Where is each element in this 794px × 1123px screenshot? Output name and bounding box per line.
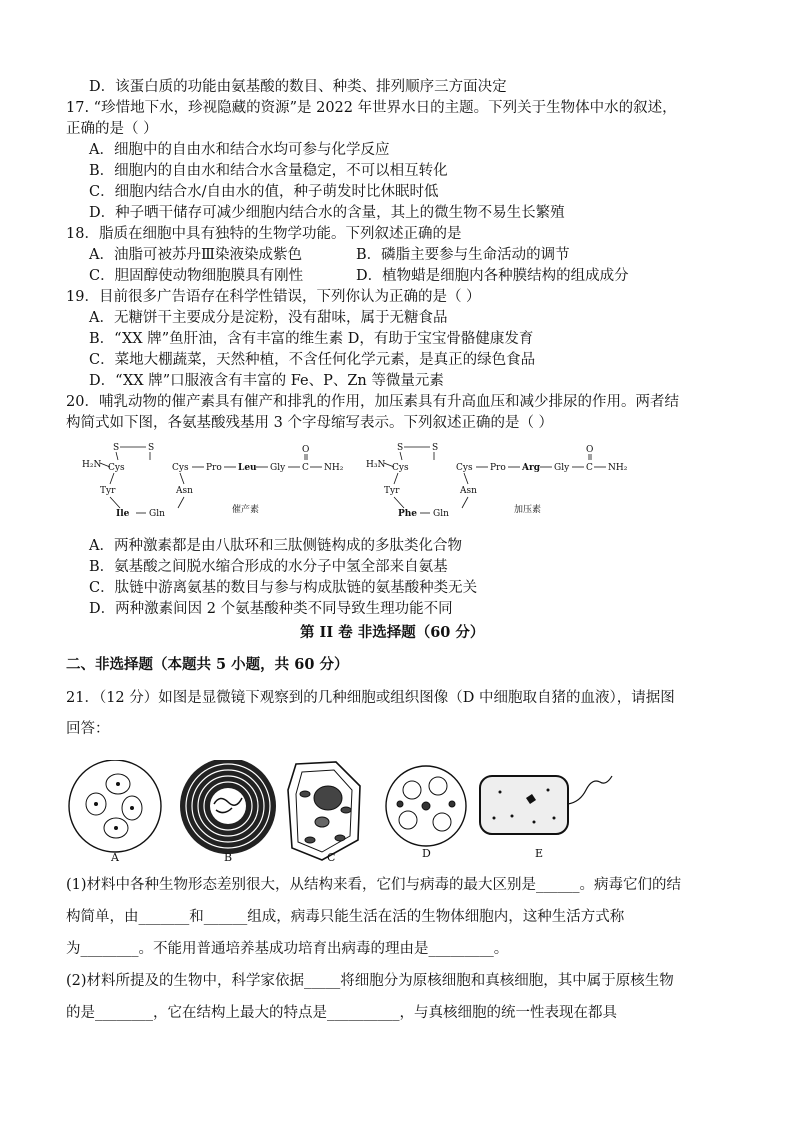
oxytocin-s1: S — [113, 443, 120, 453]
q21-part2-line2: 的是________，它在结构上最大的特点是__________，与真核细胞的统一性表现在都具 — [66, 1005, 617, 1021]
q19-option-b: B．“XX 牌”鱼肝油，含有丰富的维生素 D，有助于宝宝骨骼健康发育 — [89, 331, 534, 347]
oxytocin-s2: S — [148, 443, 155, 453]
oxytocin-c: C — [302, 463, 309, 473]
cell-label-d: D — [422, 847, 431, 860]
vasopressin-arg: Arg — [522, 463, 541, 473]
vasopressin-asn: Asn — [460, 486, 477, 496]
q17-option-a: A．细胞中的自由水和结合水均可参与化学反应 — [89, 142, 390, 158]
q21-part1-line1: (1)材料中各种生物形态差别很大，从结构来看，它们与病毒的最大区别是______。病毒它们的结 — [66, 877, 682, 893]
q20-option-b: B．氨基酸之间脱水缩合形成的水分子中氢全部来自氨基 — [89, 559, 448, 575]
cell-b-image — [180, 760, 276, 854]
q21-part2-line1: (2)材料所提及的生物中，科学家依据_____将细胞分为原核细胞和真核细胞，其中属于原核生物 — [66, 973, 674, 989]
oxytocin-structure — [82, 443, 344, 519]
q20-stem-line2: 构简式如下图，各氨基酸残基用 3 个字母缩写表示。下列叙述正确的是（ ） — [66, 415, 554, 431]
q20-option-d: D．两种激素间因 2 个氨基酸种类不同导致生理功能不同 — [89, 601, 453, 617]
oxytocin-pro: Pro — [206, 463, 222, 473]
oxytocin-gly: Gly — [270, 463, 286, 473]
cell-label-c: C — [327, 851, 336, 864]
cell-e-image — [480, 776, 612, 834]
oxytocin-ile: Ile — [116, 509, 130, 519]
oxytocin-cys1: Cys — [108, 463, 125, 473]
vasopressin-o: O — [586, 445, 594, 455]
vasopressin-cys2: Cys — [456, 463, 473, 473]
q21-part1-line2: 构简单，由_______和______组成，病毒只能生活在活的生物体细胞内，这种生活方式称 — [66, 909, 625, 925]
q21-part1-line3: 为________。不能用普通培养基成功培育出病毒的理由是_________。 — [66, 941, 509, 957]
section2-title: 第 II 卷 非选择题（60 分） — [300, 624, 485, 641]
vasopressin-structure — [366, 443, 628, 519]
oxytocin-leu: Leu — [238, 463, 257, 473]
q18-option-d: D．植物蜡是细胞内各种膜结构的组成成分 — [356, 268, 629, 284]
oxytocin-asn: Asn — [176, 486, 193, 496]
vasopressin-tyr: Tyr — [384, 486, 400, 496]
hormone-structure-figure — [80, 440, 640, 528]
q18-option-b: B．磷脂主要参与生命活动的调节 — [356, 247, 570, 263]
vasopressin-gly: Gly — [554, 463, 570, 473]
q18-option-c: C．胆固醇使动物细胞膜具有刚性 — [89, 268, 304, 284]
q20-stem-line1: 20．哺乳动物的催产素具有催产和排乳的作用，加压素具有升高血压和减少排尿的作用。两者结 — [66, 394, 679, 410]
q19-option-d: D．“XX 牌”口服液含有丰富的 Fe、P、Zn 等微量元素 — [89, 373, 444, 389]
cell-label-e: E — [535, 847, 544, 860]
q18-stem: 18．脂质在细胞中具有独特的生物学功能。下列叙述正确的是 — [66, 226, 462, 242]
q17-stem-line1: 17. “珍惜地下水，珍视隐藏的资源”是 2022 年世界水日的主题。下列关于生物体中水的叙述， — [66, 100, 677, 116]
q21-stem-line1: 21．（12 分）如图是显微镜下观察到的几种细胞或组织图像（D 中细胞取自猪的血液），请据图 — [66, 690, 675, 706]
cell-label-a: A — [111, 851, 119, 864]
oxytocin-name: 催产素 — [232, 505, 260, 515]
oxytocin-cys2: Cys — [172, 463, 189, 473]
oxytocin-nh2: NH₂ — [324, 463, 344, 473]
cell-d-image — [386, 766, 466, 846]
section2-heading: 二、非选择题（本题共 5 小题，共 60 分） — [66, 656, 349, 673]
cell-label-b: B — [224, 851, 233, 864]
oxytocin-amino-end: H₂N — [82, 460, 102, 470]
q16-option-d: D．该蛋白质的功能由氨基酸的数目、种类、排列顺序三方面决定 — [89, 79, 507, 95]
q18-option-a: A．油脂可被苏丹Ⅲ染液染成紫色 — [89, 247, 302, 263]
q19-option-c: C．菜地大棚蔬菜，天然种植，不含任何化学元素，是真正的绿色食品 — [89, 352, 536, 368]
q17-stem-line2: 正确的是（ ） — [66, 121, 158, 137]
cell-a-image — [69, 760, 161, 852]
oxytocin-o: O — [302, 445, 310, 455]
vasopressin-cys1: Cys — [392, 463, 409, 473]
cell-c-image — [288, 762, 360, 860]
q17-option-d: D．种子晒干储存可减少细胞内结合水的含量，其上的微生物不易生长繁殖 — [89, 205, 565, 221]
oxytocin-tyr: Tyr — [100, 486, 116, 496]
vasopressin-s2: S — [432, 443, 439, 453]
q19-stem: 19．目前很多广告语存在科学性错误，下列你认为正确的是（ ） — [66, 289, 481, 305]
q17-option-b: B．细胞内的自由水和结合水含量稳定，不可以相互转化 — [89, 163, 448, 179]
vasopressin-gln: Gln — [433, 509, 449, 519]
vasopressin-s1: S — [397, 443, 404, 453]
q20-option-a: A．两种激素都是由八肽环和三肽侧链构成的多肽类化合物 — [89, 538, 462, 554]
vasopressin-pro: Pro — [490, 463, 506, 473]
vasopressin-amino-end: H₃N — [366, 460, 386, 470]
vasopressin-phe: Phe — [398, 509, 418, 519]
vasopressin-c: C — [586, 463, 593, 473]
q20-option-c: C．肽链中游离氨基的数目与参与构成肽链的氨基酸种类无关 — [89, 580, 478, 596]
vasopressin-name: 加压素 — [514, 505, 542, 515]
q17-option-c: C．细胞内结合水/自由水的值，种子萌发时比休眠时低 — [89, 184, 439, 200]
q21-stem-line2: 回答： — [66, 721, 110, 737]
vasopressin-nh2: NH₂ — [608, 463, 628, 473]
oxytocin-gln: Gln — [149, 509, 165, 519]
q19-option-a: A．无糖饼干主要成分是淀粉，没有甜味，属于无糖食品 — [89, 310, 448, 326]
